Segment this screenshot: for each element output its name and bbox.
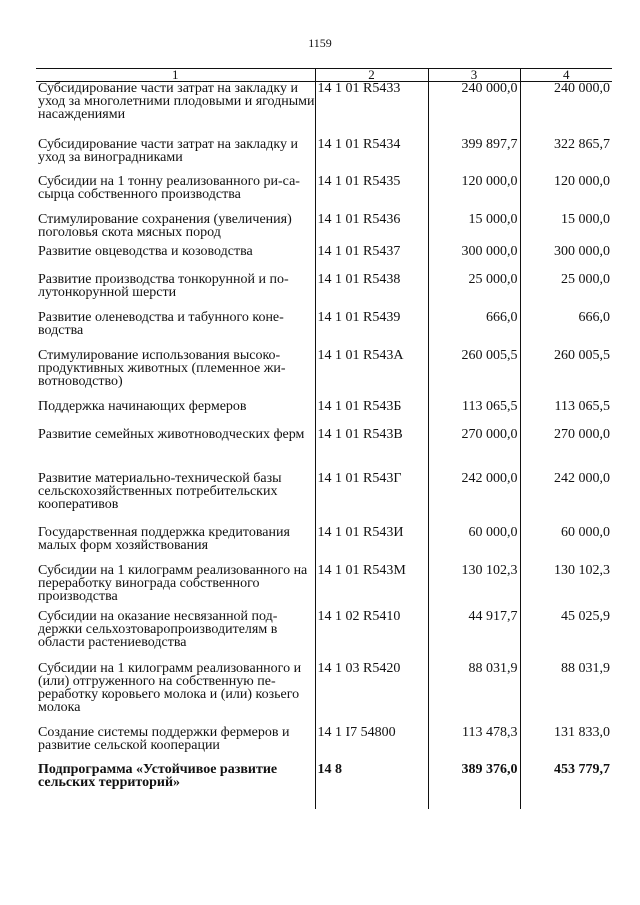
row-value-4: 130 102,3 (520, 564, 612, 610)
row-name: Субсидии на 1 тонну реализованного ри-са-сырца собственного производства (38, 173, 300, 202)
row-code: 14 1 01 R543В (315, 428, 428, 472)
row-code: 14 8 (315, 763, 428, 809)
row-name: Развитие семейных животноводческих ферм (38, 426, 305, 442)
row-value-4: 15 000,0 (520, 213, 612, 245)
row-value-3: 88 031,9 (428, 662, 520, 726)
row-value-3: 120 000,0 (428, 175, 520, 213)
row-value-3: 666,0 (428, 311, 520, 349)
column-header-4: 4 (520, 69, 612, 82)
table-row (36, 526, 612, 564)
table-row (36, 273, 612, 311)
row-name: Создание системы поддержки фермеров и развитие сельской кооперации (38, 724, 290, 753)
budget-table (36, 68, 612, 809)
table-row (36, 472, 612, 526)
table-row (36, 311, 612, 349)
row-code: 14 1 01 R5433 (315, 82, 428, 138)
row-value-4: 240 000,0 (520, 82, 612, 138)
row-code: 14 1 01 R5435 (315, 175, 428, 213)
row-code: 14 1 01 R543М (315, 564, 428, 610)
column-header-1: 1 (36, 69, 315, 82)
row-value-3: 25 000,0 (428, 273, 520, 311)
row-code: 14 1 01 R5438 (315, 273, 428, 311)
table-row (36, 564, 612, 610)
table-row (36, 726, 612, 763)
row-value-4: 453 779,7 (520, 763, 612, 809)
table-row (36, 82, 612, 138)
row-value-4: 131 833,0 (520, 726, 612, 763)
table-row (36, 763, 612, 809)
row-name: Государственная поддержка кредитования малых форм хозяйствования (38, 524, 290, 553)
header-row (36, 69, 612, 82)
table-row (36, 213, 612, 245)
row-code: 14 1 03 R5420 (315, 662, 428, 726)
row-value-4: 88 031,9 (520, 662, 612, 726)
row-code: 14 1 01 R543А (315, 349, 428, 400)
row-code: 14 1 01 R543И (315, 526, 428, 564)
row-value-4: 25 000,0 (520, 273, 612, 311)
row-code: 14 1 01 R543Б (315, 400, 428, 428)
table-row (36, 428, 612, 472)
row-code: 14 1 01 R5439 (315, 311, 428, 349)
row-value-3: 60 000,0 (428, 526, 520, 564)
table-row (36, 175, 612, 213)
row-name: Субсидии на оказание несвязанной под-держки сельхозтоваропроизводителям в области растениеводства (38, 608, 278, 650)
column-header-2: 2 (315, 69, 428, 82)
row-value-3: 399 897,7 (428, 138, 520, 175)
row-value-4: 300 000,0 (520, 245, 612, 273)
row-value-3: 242 000,0 (428, 472, 520, 526)
row-value-3: 15 000,0 (428, 213, 520, 245)
row-name: Развитие овцеводства и козоводства (38, 243, 253, 259)
table-row (36, 610, 612, 662)
row-name: Подпрограмма «Устойчивое развитие сельских территорий» (38, 761, 278, 790)
row-value-3: 44 917,7 (428, 610, 520, 662)
row-value-3: 389 376,0 (428, 763, 520, 809)
row-value-3: 113 478,3 (428, 726, 520, 763)
table-row (36, 662, 612, 726)
row-value-4: 666,0 (520, 311, 612, 349)
row-value-4: 45 025,9 (520, 610, 612, 662)
row-value-4: 322 865,7 (520, 138, 612, 175)
row-code: 14 1 02 R5410 (315, 610, 428, 662)
row-code: 14 1 01 R543Г (315, 472, 428, 526)
row-code: 14 1 I7 54800 (315, 726, 428, 763)
row-value-4: 242 000,0 (520, 472, 612, 526)
table-row (36, 400, 612, 428)
row-value-4: 113 065,5 (520, 400, 612, 428)
row-value-4: 60 000,0 (520, 526, 612, 564)
column-header-3: 3 (428, 69, 520, 82)
row-value-4: 120 000,0 (520, 175, 612, 213)
row-value-4: 270 000,0 (520, 428, 612, 472)
row-value-3: 270 000,0 (428, 428, 520, 472)
table-row (36, 245, 612, 273)
table-row (36, 138, 612, 175)
row-name: Развитие материально-технической базы сельскохозяйственных потребительских кооперативов (38, 470, 282, 512)
row-value-3: 113 065,5 (428, 400, 520, 428)
row-name: Стимулирование сохранения (увеличения) поголовья скота мясных пород (38, 211, 292, 240)
row-name: Поддержка начинающих фермеров (38, 398, 247, 414)
row-name: Развитие производства тонкорунной и по-лутонкорунной шерсти (38, 271, 289, 300)
page-number: 1159 (308, 36, 332, 50)
row-value-4: 260 005,5 (520, 349, 612, 400)
row-name: Субсидии на 1 килограмм реализованного на переработку винограда собственного производства (38, 562, 308, 604)
row-code: 14 1 01 R5436 (315, 213, 428, 245)
row-name: Развитие оленеводства и табунного коне-водства (38, 309, 284, 338)
table-body (36, 82, 612, 809)
row-name: Субсидирование части затрат на закладку и уход за многолетними плодовыми и ягодными насаждениями (38, 81, 315, 122)
row-code: 14 1 01 R5434 (315, 138, 428, 175)
row-value-3: 300 000,0 (428, 245, 520, 273)
row-value-3: 130 102,3 (428, 564, 520, 610)
row-value-3: 260 005,5 (428, 349, 520, 400)
row-value-3: 240 000,0 (428, 82, 520, 138)
row-name: Субсидирование части затрат на закладку и уход за виноградниками (38, 136, 298, 165)
row-name: Субсидии на 1 килограмм реализованного и (или) отгруженного на собственную пе-реработку коровьего молока и (или) козьего молока (38, 660, 302, 715)
table-row (36, 349, 612, 400)
row-name: Стимулирование использования высоко-продуктивных животных (племенное жи-вотноводство) (38, 347, 286, 389)
row-code: 14 1 01 R5437 (315, 245, 428, 273)
